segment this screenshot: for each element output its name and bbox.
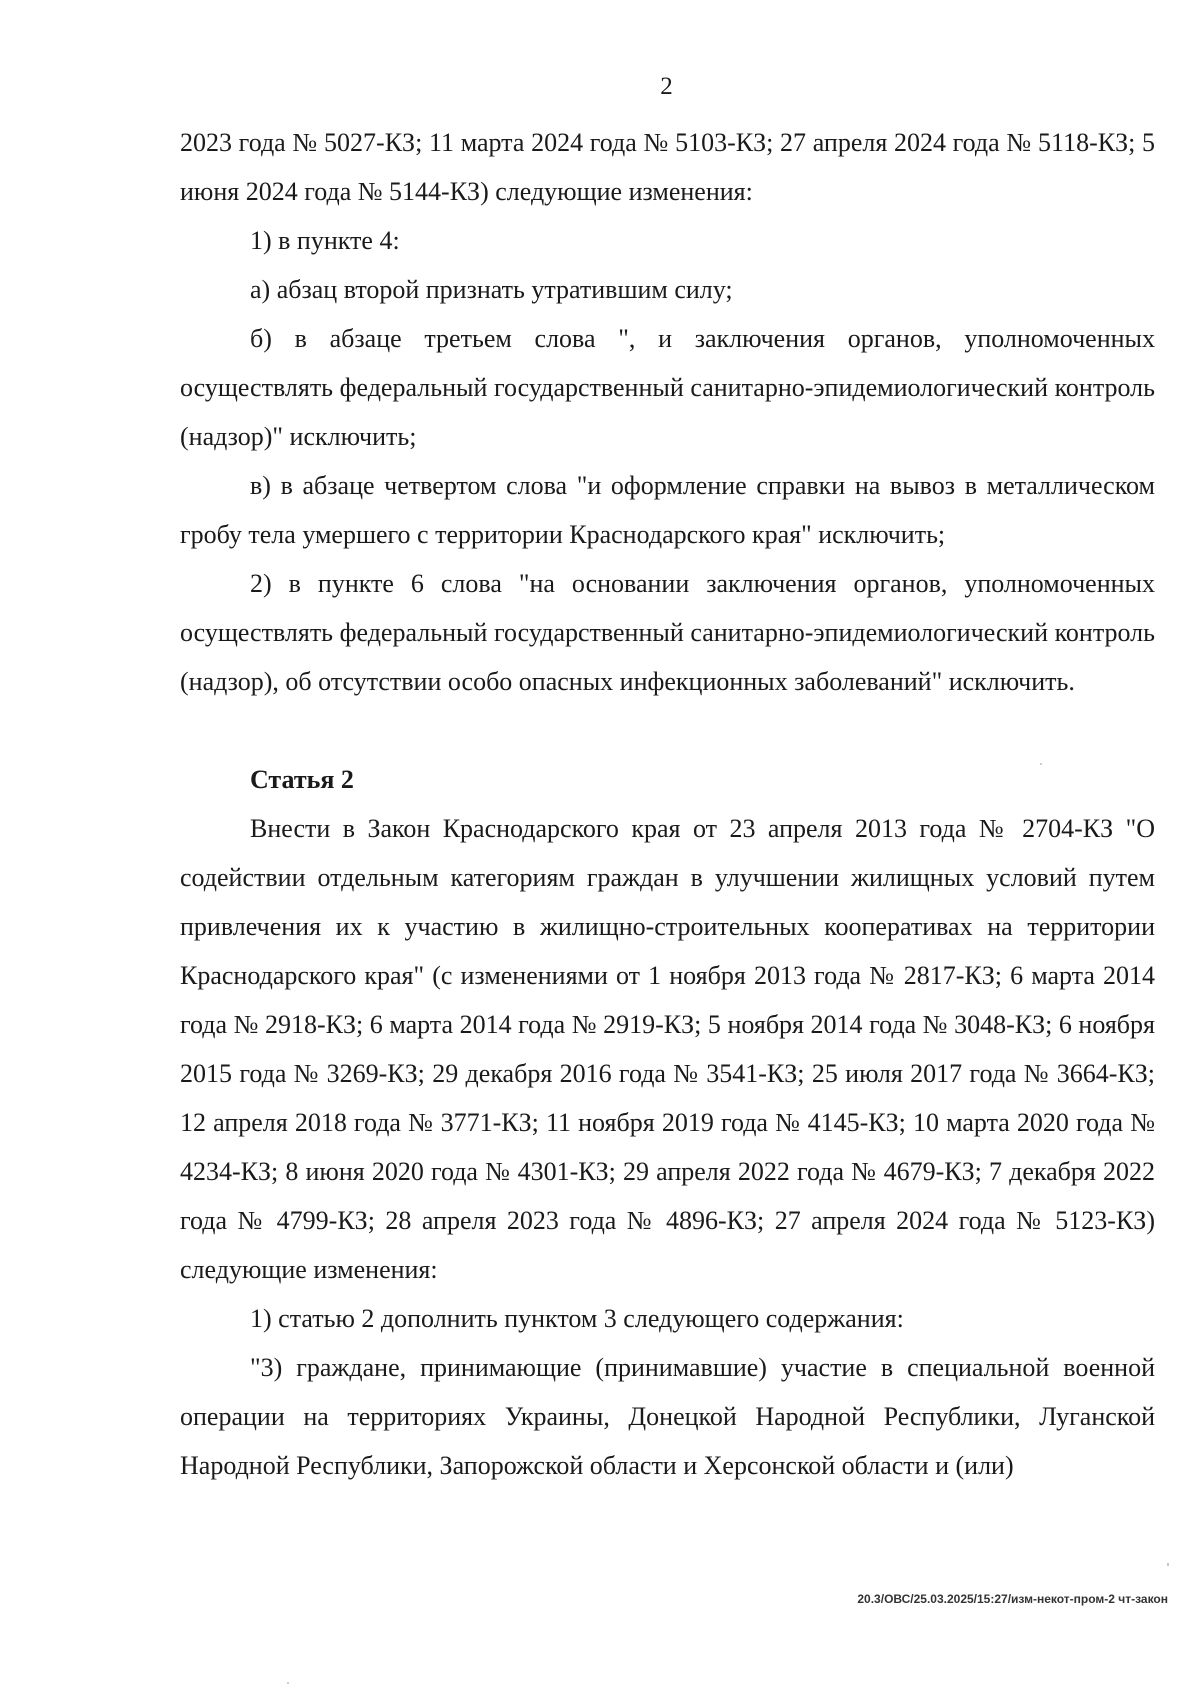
document-body xyxy=(180,118,1155,1490)
paragraph-item-1: 1) в пункте 4: xyxy=(250,226,400,255)
article-paragraph-quote: "3) граждане, принимающие (принимавшие) участие в специальной военной операции на территориях Украины, Донецкой Народной Республики, Луганской Народной Республики, Запорожской области и Херсонской области и (или) xyxy=(180,1353,1155,1480)
paragraph-item-v: в) в абзаце четвертом слова "и оформление справки на вывоз в металлическом гробу тела умершего с территории Краснодарского края" исключить; xyxy=(180,471,1155,549)
article-paragraph-item-1: 1) статью 2 дополнить пунктом 3 следующего содержания: xyxy=(250,1304,904,1333)
article-paragraph-intro: Внести в Закон Краснодарского края от 23 апреля 2013 года № 2704-КЗ "О содействии отдельным категориям граждан в улучшении жилищных условий путем привлечения их к участию в жилищно-строительных кооперативах на территории Краснодарского края" (с изменениями от 1 ноября 2013 года № 2817-КЗ; 6 марта 2014 года № 2918-КЗ; 6 марта 2014 года № 2919-КЗ; 5 ноября 2014 года № 3048-КЗ; 6 ноября 2015 года № 3269-КЗ; 29 декабря 2016 года № 3541-КЗ; 25 июля 2017 года № 3664-КЗ; 12 апреля 2018 года № 3771-КЗ; 11 ноября 2019 года № 4145-КЗ; 10 марта 2020 года № 4234-КЗ; 8 июня 2020 года № 4301-КЗ; 29 апреля 2022 года № 4679-КЗ; 7 декабря 2022 года № 4799-КЗ; 28 апреля 2023 года № 4896-КЗ; 27 апреля 2024 года № 5123-КЗ) следующие изменения: xyxy=(180,814,1155,1284)
scan-artifact xyxy=(1167,1563,1169,1566)
article-heading: Статья 2 xyxy=(250,765,354,794)
scan-artifact xyxy=(287,1682,289,1684)
document-footer-code: 20.3/ОВС/25.03.2025/15:27/изм-некот-пром-2 чт-закон xyxy=(857,1592,1168,1606)
paragraph-item-a: а) абзац второй признать утратившим силу; xyxy=(250,275,733,304)
paragraph-continuation: 2023 года № 5027-КЗ; 11 марта 2024 года № 5103-КЗ; 27 апреля 2024 года № 5118-КЗ; 5 июня 2024 года № 5144-КЗ) следующие изменения: xyxy=(180,128,1155,206)
scan-artifact xyxy=(1040,763,1042,765)
page-number: 2 xyxy=(660,73,673,100)
paragraph-item-b: б) в абзаце третьем слова ", и заключения органов, уполномоченных осуществлять федеральный государственный санитарно-эпидемиологический контроль (надзор)" исключить; xyxy=(180,324,1155,451)
paragraph-item-2: 2) в пункте 6 слова "на основании заключения органов, уполномоченных осуществлять федеральный государственный санитарно-эпидемиологический контроль (надзор), об отсутствии особо опасных инфекционных заболеваний" исключить. xyxy=(180,569,1155,696)
